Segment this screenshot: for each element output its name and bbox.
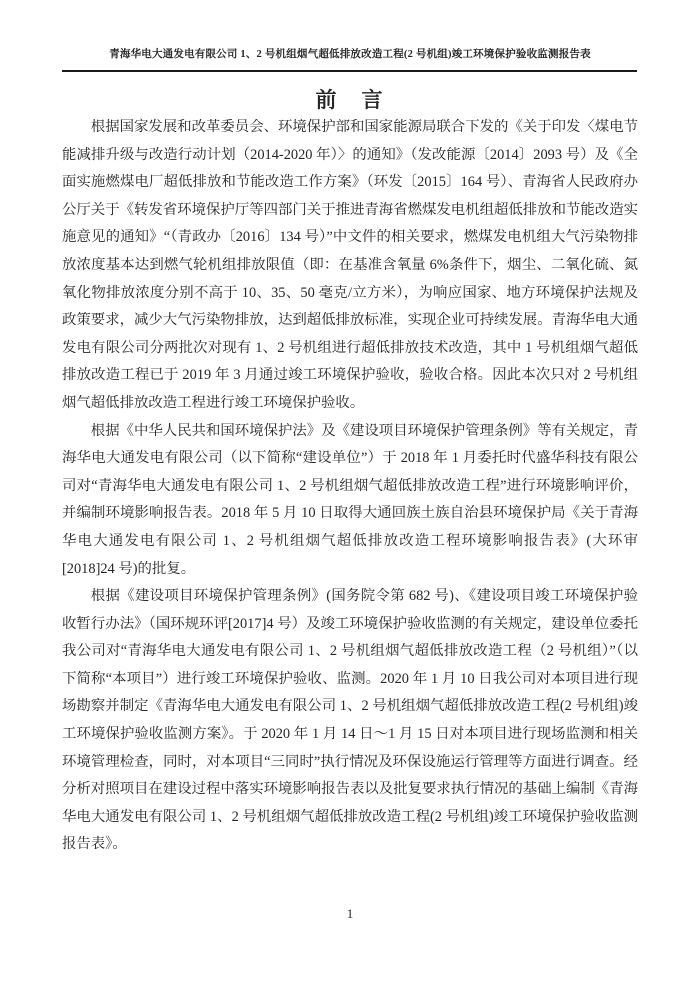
body-paragraph: 根据《建设项目环境保护管理条例》(国务院令第 682 号)、《建设项目竣工环境保护验收暂行办法》（国环规环评[2017]4 号）及竣工环境保护验收监测的有关规定，建设单位委托我公司对“青海华电大通发电有限公司 1、2 号机组烟气超低排放改造工程（2 号机组）”（以下简称“本项目”）进行竣工环境保护验收、监测。2020 年 1 月 10 日我公司对本项目进行现场勘察并制定《青海华电大通发电有限公司 1、2 号机组烟气超低排放改造工程(2 号机组)竣工环境保护验收监测方案》。于 2020 年 1 月 14 日～1 月 15 日对本项目进行现场监测和相关环境管理检查，同时，对本项目“三同时”执行情况及环保设施运行管理等方面进行调查。经分析对照项目在建设过程中落实环境影响报告表以及批复要求执行情况的基础上编制《青海华电大通发电有限公司 1、2 号机组烟气超低排放改造工程(2 号机组)竣工环境保护验收监测报告表》。 — [62, 588, 638, 853]
page-title: 前 言 — [315, 88, 385, 112]
running-header-text: 青海华电大通发电有限公司 1、2 号机组烟气超低排放改造工程(2 号机组)竣工环境保护验收监测报告表 — [109, 49, 591, 60]
body-paragraph: 根据《中华人民共和国环境保护法》及《建设项目环境保护管理条例》等有关规定，青海华电大通发电有限公司（以下简称“建设单位”）于 2018 年 1 月委托时代盛华科技有限公司对“青海华电大通发电有限公司 1、2 号机组烟气超低排放改造工程”进行环境影响评价，并编制环境影响报告表。2018 年 5 月 10 日取得大通回族土族自治县环境保护局《关于青海华电大通发电有限公司 1、2 号机组烟气超低排放改造工程环境影响报告表》(大环审[2018]24 号)的批复。 — [62, 422, 638, 577]
header-rule — [62, 70, 637, 72]
body-paragraph: 根据国家发展和改革委员会、环境保护部和国家能源局联合下发的《关于印发〈煤电节能减排升级与改造行动计划（2014-2020 年）〉的通知》（发改能源〔2014〕2093 号）及《全面实施燃煤电厂超低排放和节能改造工作方案》（环发〔2015〕164 号）、青海省人民政府办公厅关于《转发省环境保护厅等四部门关于推进青海省燃煤发电机组超低排放和节能改造实施意见的通知》“（青政办〔2016〕134 号）”中文件的相关要求，燃煤发电机组大气污染物排放浓度基本达到燃气轮机组排放限值（即：在基准含氧量 6%条件下，烟尘、二氧化硫、氮氧化物排放浓度分别不高于 10、35、50 毫克/立方米），为响应国家、地方环境保护法规及政策要求，减少大气污染物排放，达到超低排放标准，实现企业可持续发展。青海华电大通发电有限公司分两批次对现有 1、2 号机组进行超低排放技术改造，其中 1 号机组烟气超低排放改造工程已于 2019 年 3 月通过竣工环境保护验收，验收合格。因此本次只对 2 号机组烟气超低排放改造工程进行竣工环境保护验收。 — [62, 119, 638, 411]
document-body — [62, 114, 638, 859]
page-number: 1 — [346, 906, 354, 921]
running-header — [62, 46, 638, 61]
